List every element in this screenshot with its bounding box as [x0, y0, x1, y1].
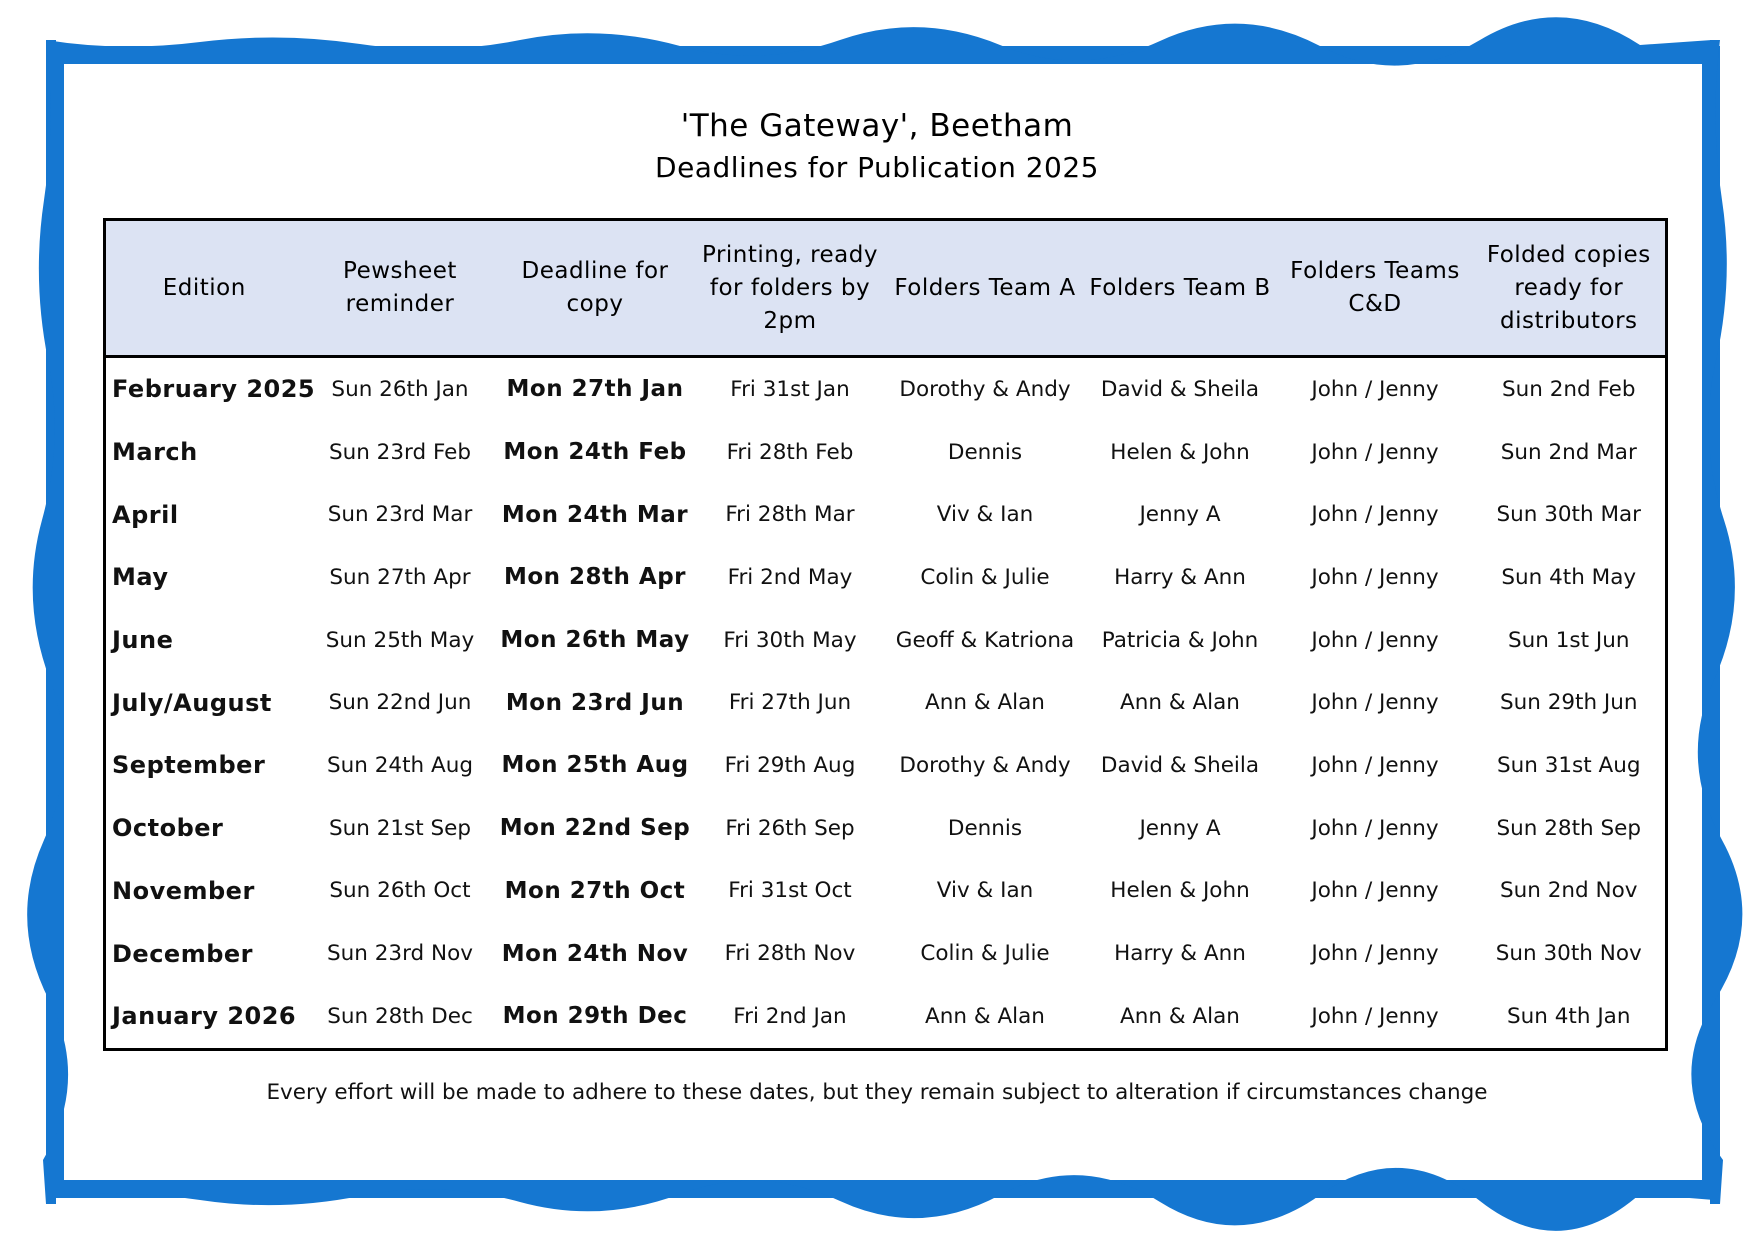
cell-team-a: Dorothy & Andy — [899, 376, 1071, 402]
cell-team-cd: John / Jenny — [1311, 1003, 1439, 1029]
cell-edition: May — [112, 563, 169, 592]
cell-team-b: Helen & John — [1110, 439, 1250, 465]
table-row — [105, 421, 1667, 484]
table-body — [105, 357, 1667, 1050]
cell-folded: Sun 30th Mar — [1496, 502, 1642, 528]
cell-folded: Sun 29th Jun — [1499, 690, 1638, 716]
cell-pewsheet: Sun 22nd Jun — [328, 690, 472, 716]
cell-folded: Sun 4th May — [1501, 564, 1637, 590]
cell-team-b: David & Sheila — [1100, 376, 1260, 402]
cell-team-b: Helen & John — [1110, 878, 1250, 904]
cell-pewsheet: Sun 23rd Mar — [327, 502, 473, 528]
cell-printing: Fri 26th Sep — [725, 815, 855, 841]
cell-pewsheet: Sun 21st Sep — [328, 815, 472, 841]
deadlines-table — [103, 218, 1668, 1051]
cell-team-cd: John / Jenny — [1311, 376, 1439, 402]
cell-folded: Sun 2nd Nov — [1500, 878, 1638, 904]
cell-printing: Fri 31st Oct — [728, 878, 852, 904]
header-edition: Edition — [105, 220, 303, 357]
cell-team-cd: John / Jenny — [1311, 941, 1439, 967]
cell-team-b: Jenny A — [1139, 815, 1221, 841]
header-row — [105, 220, 1667, 357]
cell-folded: Sun 31st Aug — [1496, 752, 1641, 778]
cell-team-cd: John / Jenny — [1311, 502, 1439, 528]
cell-printing: Fri 28th Nov — [724, 941, 856, 967]
cell-edition: November — [112, 876, 255, 905]
cell-copy: Mon 27th Oct — [504, 877, 686, 904]
table-row — [105, 985, 1667, 1049]
cell-copy: Mon 23rd Jun — [505, 689, 685, 716]
cell-team-b: Jenny A — [1139, 502, 1221, 528]
header-printing: Printing, ready for folders by 2pm — [693, 220, 888, 357]
cell-team-a: Dennis — [947, 439, 1023, 465]
cell-team-b: Ann & Alan — [1120, 1003, 1240, 1029]
cell-team-cd: John / Jenny — [1311, 690, 1439, 716]
cell-copy: Mon 24th Mar — [501, 501, 689, 528]
cell-team-b: David & Sheila — [1100, 752, 1260, 778]
cell-pewsheet: Sun 26th Jan — [331, 376, 469, 402]
table-row — [105, 860, 1667, 923]
header-team-a: Folders Team A — [888, 220, 1083, 357]
cell-team-b: Patricia & John — [1101, 627, 1259, 653]
cell-printing: Fri 29th Aug — [724, 752, 856, 778]
cell-pewsheet: Sun 27th Apr — [329, 564, 471, 590]
table-header — [105, 220, 1667, 357]
cell-copy: Mon 25th Aug — [501, 752, 689, 779]
cell-copy: Mon 27th Jan — [506, 376, 684, 403]
document-title: 'The Gateway', Beetham — [680, 108, 1074, 144]
cell-team-a: Colin & Julie — [920, 564, 1050, 590]
table-row — [105, 609, 1667, 672]
cell-team-cd: John / Jenny — [1311, 627, 1439, 653]
cell-team-a: Dennis — [947, 815, 1023, 841]
cell-team-cd: John / Jenny — [1311, 815, 1439, 841]
cell-pewsheet: Sun 28th Dec — [327, 1003, 473, 1029]
cell-team-cd: John / Jenny — [1311, 439, 1439, 465]
cell-team-b: Harry & Ann — [1114, 564, 1246, 590]
cell-edition: September — [112, 751, 266, 780]
cell-pewsheet: Sun 23rd Feb — [328, 439, 472, 465]
cell-edition: December — [112, 939, 254, 968]
cell-printing: Fri 2nd Jan — [733, 1003, 847, 1029]
cell-team-a: Dorothy & Andy — [899, 752, 1071, 778]
header-copy: Deadline for copy — [498, 220, 693, 357]
cell-pewsheet: Sun 24th Aug — [327, 752, 473, 778]
footnote: Every effort will be made to adhere to these dates, but they remain subject to alteration if circumstances change — [266, 1080, 1488, 1105]
cell-copy: Mon 29th Dec — [502, 1003, 688, 1030]
header-team-b: Folders Team B — [1083, 220, 1278, 357]
cell-team-a: Viv & Ian — [936, 502, 1034, 528]
cell-team-cd: John / Jenny — [1311, 752, 1439, 778]
cell-printing: Fri 28th Mar — [725, 502, 855, 528]
cell-folded: Sun 1st Jun — [1508, 627, 1630, 653]
table-row — [105, 922, 1667, 985]
header-folded: Folded copies ready for distributors — [1473, 220, 1667, 357]
cell-folded: Sun 30th Nov — [1495, 941, 1642, 967]
cell-edition: January 2026 — [112, 1002, 297, 1031]
cell-copy: Mon 22nd Sep — [499, 815, 691, 842]
cell-edition: June — [112, 626, 174, 655]
cell-team-cd: John / Jenny — [1311, 878, 1439, 904]
cell-printing: Fri 30th May — [723, 627, 857, 653]
table-row — [105, 357, 1667, 421]
header-pewsheet: Pewsheet reminder — [303, 220, 498, 357]
header-team-cd: Folders Teams C&D — [1278, 220, 1473, 357]
cell-edition: April — [112, 500, 179, 529]
cell-pewsheet: Sun 23rd Nov — [327, 941, 473, 967]
table-row — [105, 483, 1667, 546]
cell-team-b: Ann & Alan — [1120, 690, 1240, 716]
table-row — [105, 734, 1667, 797]
cell-team-a: Geoff & Katriona — [895, 627, 1075, 653]
cell-printing: Fri 28th Feb — [726, 439, 854, 465]
cell-pewsheet: Sun 26th Oct — [329, 878, 471, 904]
cell-folded: Sun 2nd Mar — [1500, 439, 1637, 465]
cell-pewsheet: Sun 25th May — [325, 627, 475, 653]
cell-edition: October — [112, 814, 224, 843]
cell-team-a: Ann & Alan — [925, 1003, 1045, 1029]
table-row — [105, 797, 1667, 860]
table-row — [105, 671, 1667, 734]
document-subtitle: Deadlines for Publication 2025 — [655, 151, 1099, 184]
cell-edition: February 2025 — [112, 375, 316, 404]
cell-folded: Sun 2nd Feb — [1501, 376, 1636, 402]
cell-copy: Mon 24th Nov — [501, 940, 689, 967]
cell-team-cd: John / Jenny — [1311, 564, 1439, 590]
cell-copy: Mon 24th Feb — [503, 439, 687, 466]
cell-edition: March — [112, 438, 198, 467]
cell-team-a: Colin & Julie — [920, 941, 1050, 967]
cell-printing: Fri 31st Jan — [730, 376, 850, 402]
cell-folded: Sun 4th Jan — [1507, 1003, 1631, 1029]
cell-printing: Fri 27th Jun — [728, 690, 852, 716]
cell-team-a: Ann & Alan — [925, 690, 1045, 716]
cell-printing: Fri 2nd May — [727, 564, 853, 590]
cell-team-a: Viv & Ian — [936, 878, 1034, 904]
cell-edition: July/August — [112, 688, 272, 717]
cell-folded: Sun 28th Sep — [1496, 815, 1641, 841]
cell-copy: Mon 28th Apr — [503, 564, 687, 591]
cell-copy: Mon 26th May — [500, 627, 690, 654]
table-row — [105, 546, 1667, 609]
cell-team-b: Harry & Ann — [1114, 941, 1246, 967]
